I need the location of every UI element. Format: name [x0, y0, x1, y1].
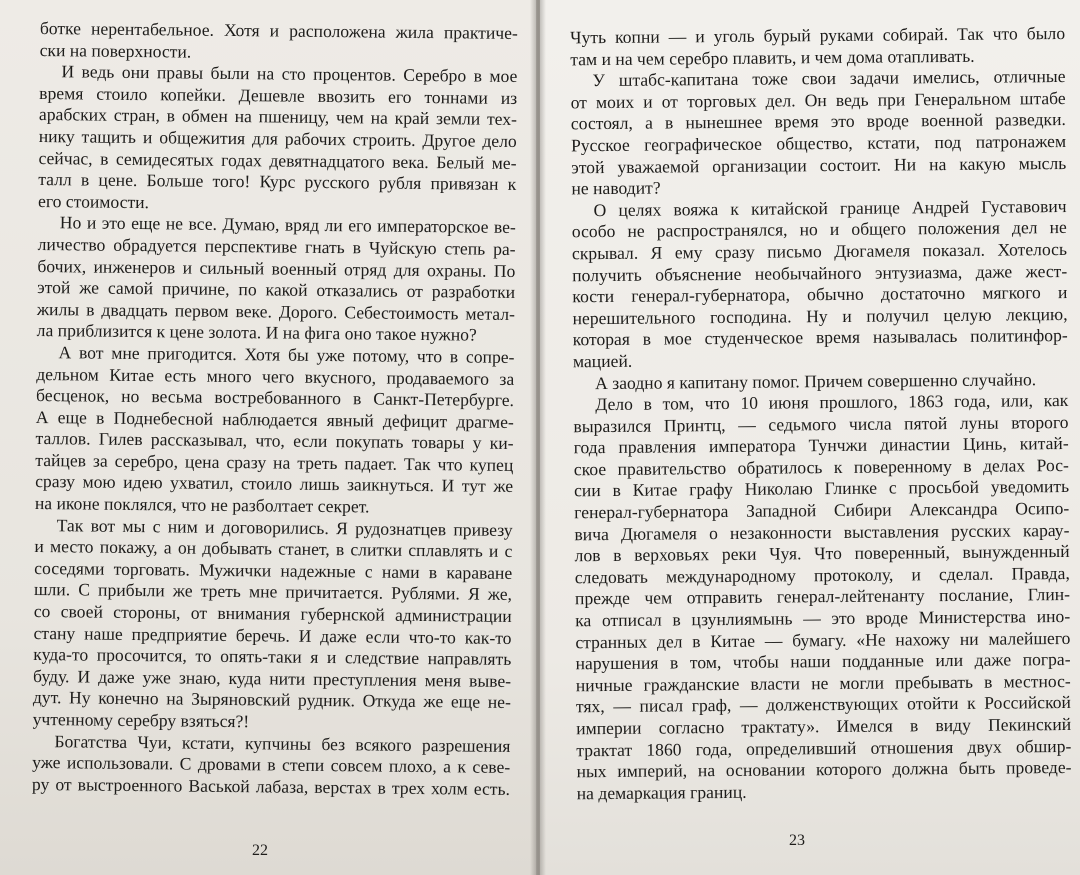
text-line: куда-то просочится, то опять-таки я и следствие направлять: [33, 644, 512, 670]
text-line: А вот мне пригодится. Хотя бы уже потому, что в сопре-: [58, 342, 515, 367]
text-line: на иконе поклялся, что не разболтает секрет.: [34, 493, 370, 517]
text-line: и место покажу, а он добывать станет, в слитки сплавлять и с: [34, 536, 513, 562]
text-line: Чуть копни — и уголь бурый руками собирай. Так что было: [570, 23, 1066, 48]
text-line: ботке нерентабельное. Хотя и расположена жила практиче-: [39, 18, 518, 44]
text-line: А еще в Поднебесной наблюдается явный дефицит драгме-: [35, 406, 514, 432]
text-line: Дело в том, что 10 июня прошлого, 1863 года, или, как: [595, 390, 1069, 415]
text-line: стану наше предприятие беречь. И даже если что-то как-то: [33, 622, 512, 648]
text-line: Русское географическое общество, кстати, под патронажем: [570, 130, 1067, 156]
text-line: следовать международному протоколу, и сделал. Правда,: [574, 562, 1070, 588]
left-page-text: [32, 18, 518, 800]
text-line: таллов. Гилев рассказывал, что, если покупать товары у ки-: [35, 428, 514, 454]
text-line: нику тащить и общежития для рабочих строить. Другое дело: [38, 125, 517, 151]
text-line: И ведь они правы были на сто процентов. Серебро в мое: [61, 61, 518, 87]
book-gutter: [530, 0, 546, 875]
text-line: дут. Ну конечно на Зыряновский рудник. Откуда же еще не-: [32, 687, 511, 713]
text-line: на демаркация границ.: [576, 781, 747, 804]
text-line: не наводит?: [571, 177, 661, 199]
text-line: этой же самой причине, по какой отказались от разработки: [37, 277, 516, 303]
text-line: там и на чем серебро плавить, и чем дома отапливать.: [570, 45, 975, 69]
text-line: время стоило копейки. Дешевле ввозить его тоннами из: [39, 82, 518, 108]
text-line: нерешительного господина. Ну и получил целую лекцию,: [572, 303, 1068, 329]
text-line: со своей стороны, от внимания губернской администрации: [33, 600, 512, 627]
text-line: этой уважаемой организации состоит. Ни на какую мысль: [571, 152, 1067, 177]
text-line: тайцев за серебро, цена сразу на треть падает. Так что купец: [35, 449, 514, 475]
right-page-number: 23: [789, 832, 805, 849]
text-line: У штабс-капитана тоже свои задачи имелись, отличные: [592, 66, 1066, 91]
text-line: ных империй, на основании которого должна быть проведе-: [576, 757, 1072, 782]
text-line: кости генерал-губернатора, обычно достаточно мягкого и: [572, 282, 1068, 307]
text-line: ски на поверхности.: [39, 39, 192, 62]
text-line: лов в верховьях реки Чуя. Что поверенный, вынужденный: [574, 541, 1070, 566]
text-line: соседями торговать. Мужички надежные с нами в караване: [34, 557, 513, 583]
text-line: ничные гражданские власти не могли пребывать в местнос-: [575, 670, 1071, 696]
text-line: учтенному серебру взяться?!: [32, 708, 250, 732]
text-line: выразился Принтц, — седьмого числа пятой луны второго: [573, 411, 1069, 436]
text-line: Так вот мы с ним и договорились. Я рудознатцев привезу: [56, 514, 513, 540]
right-page: [540, 0, 1080, 875]
text-line: Богатства Чуи, кстати, купчины без всякого разрешения: [54, 730, 511, 756]
text-line: ское правительство обратилось к поверенному в делах Рос-: [573, 454, 1069, 480]
text-line: арабских стран, в обмен на пшеницу, чем на край земли тех-: [38, 104, 518, 130]
text-line: ла приблизится к цене золота. И на фига оно такое нужно?: [36, 320, 477, 345]
text-line: ка отписал в цзунлиямынь — это вроде Министерства ино-: [575, 606, 1071, 631]
left-page: [0, 0, 536, 875]
text-line: его стоимости.: [37, 190, 150, 212]
text-line: странных дел в Китае — бумагу. «Не нахожу ни малейшего: [575, 627, 1071, 652]
text-line: О целях вояжа к китайской границе Андрей Густавович: [593, 195, 1067, 220]
text-line: вича Дюгамеля о незаконности выставления русских карау-: [574, 519, 1070, 544]
text-line: Но и это еще не все. Думаю, вряд ли его императорское ве-: [59, 212, 516, 238]
text-line: уже использовали. С дровами в степи совсем плохо, а к севе-: [32, 752, 511, 778]
text-line: особо не распространялся, но и общего положения дел не: [571, 217, 1067, 242]
text-line: тях, — писал граф, — долженствующих отойти к Российской: [575, 692, 1072, 717]
text-line: генерал-губернатора Западной Сибири Александра Осипо-: [574, 498, 1070, 523]
text-line: года правления императора Тунчжи династии Цинь, китай-: [573, 433, 1069, 458]
left-page-number: 22: [252, 842, 268, 859]
text-line: мацией.: [572, 350, 633, 372]
text-line: сейчас, в семидесятых годах девятнадцатого века. Белый ме-: [38, 147, 517, 173]
text-line: буду. И даже уже знаю, куда нити преступления меня выве-: [33, 665, 512, 691]
text-line: сразу мою идею ухватил, стоило лишь заикнуться. И тут же: [35, 471, 514, 497]
text-line: ру от выстроенного Васькой лабаза, верстах в трех холм есть.: [31, 773, 511, 799]
text-line: прежде чем отправить генерал-лейтенанту послание, Глин-: [574, 584, 1071, 609]
text-line: империи согласно трактату». Имелся в виду Пекинский: [576, 713, 1072, 739]
text-line: которая в мое студенческое время называлась политинфор-: [572, 325, 1068, 350]
text-line: жилы в двадцать первом веке. Дорого. Себестоимость метал-: [36, 298, 516, 324]
text-line: состоял, а в нынешнее время это вроде военной разведки.: [570, 109, 1066, 134]
text-line: сии в Китае графу Николаю Глинке с просьбой уведомить: [573, 476, 1070, 501]
text-line: нарушения в том, чтобы наши подданные или даже погра-: [575, 649, 1071, 674]
text-line: личество обрадуется перспективе гнать в Чуйскую степь ра-: [37, 233, 516, 259]
text-line: шли. С прибыли же треть мне причитается. Рублями. Я же,: [33, 579, 513, 605]
text-line: дельном Китае есть много чего вкусного, продаваемого за: [36, 363, 515, 389]
text-line: получить объяснение необычайного энтузиазма, даже жест-: [572, 260, 1068, 285]
text-line: от моих и от торговых дел. Он ведь при Генеральном штабе: [570, 87, 1066, 113]
right-page-text: [570, 23, 1072, 805]
text-line: А заодно я капитану помог. Причем совершенно случайно.: [595, 368, 1037, 393]
text-line: скрывал. Я ему сразу письмо Дюгамеля показал. Хотелось: [571, 238, 1068, 264]
text-line: бесценок, но весьма востребованного в Санкт-Петербурге.: [35, 385, 515, 411]
text-line: бочих, инженеров и сильный военный отряд для охраны. По: [37, 255, 516, 281]
text-line: талл в цене. Больше того! Курс русского рубля привязан к: [38, 169, 517, 195]
text-line: трактат 1860 года, определивший отношения двух обшир-: [576, 735, 1072, 760]
